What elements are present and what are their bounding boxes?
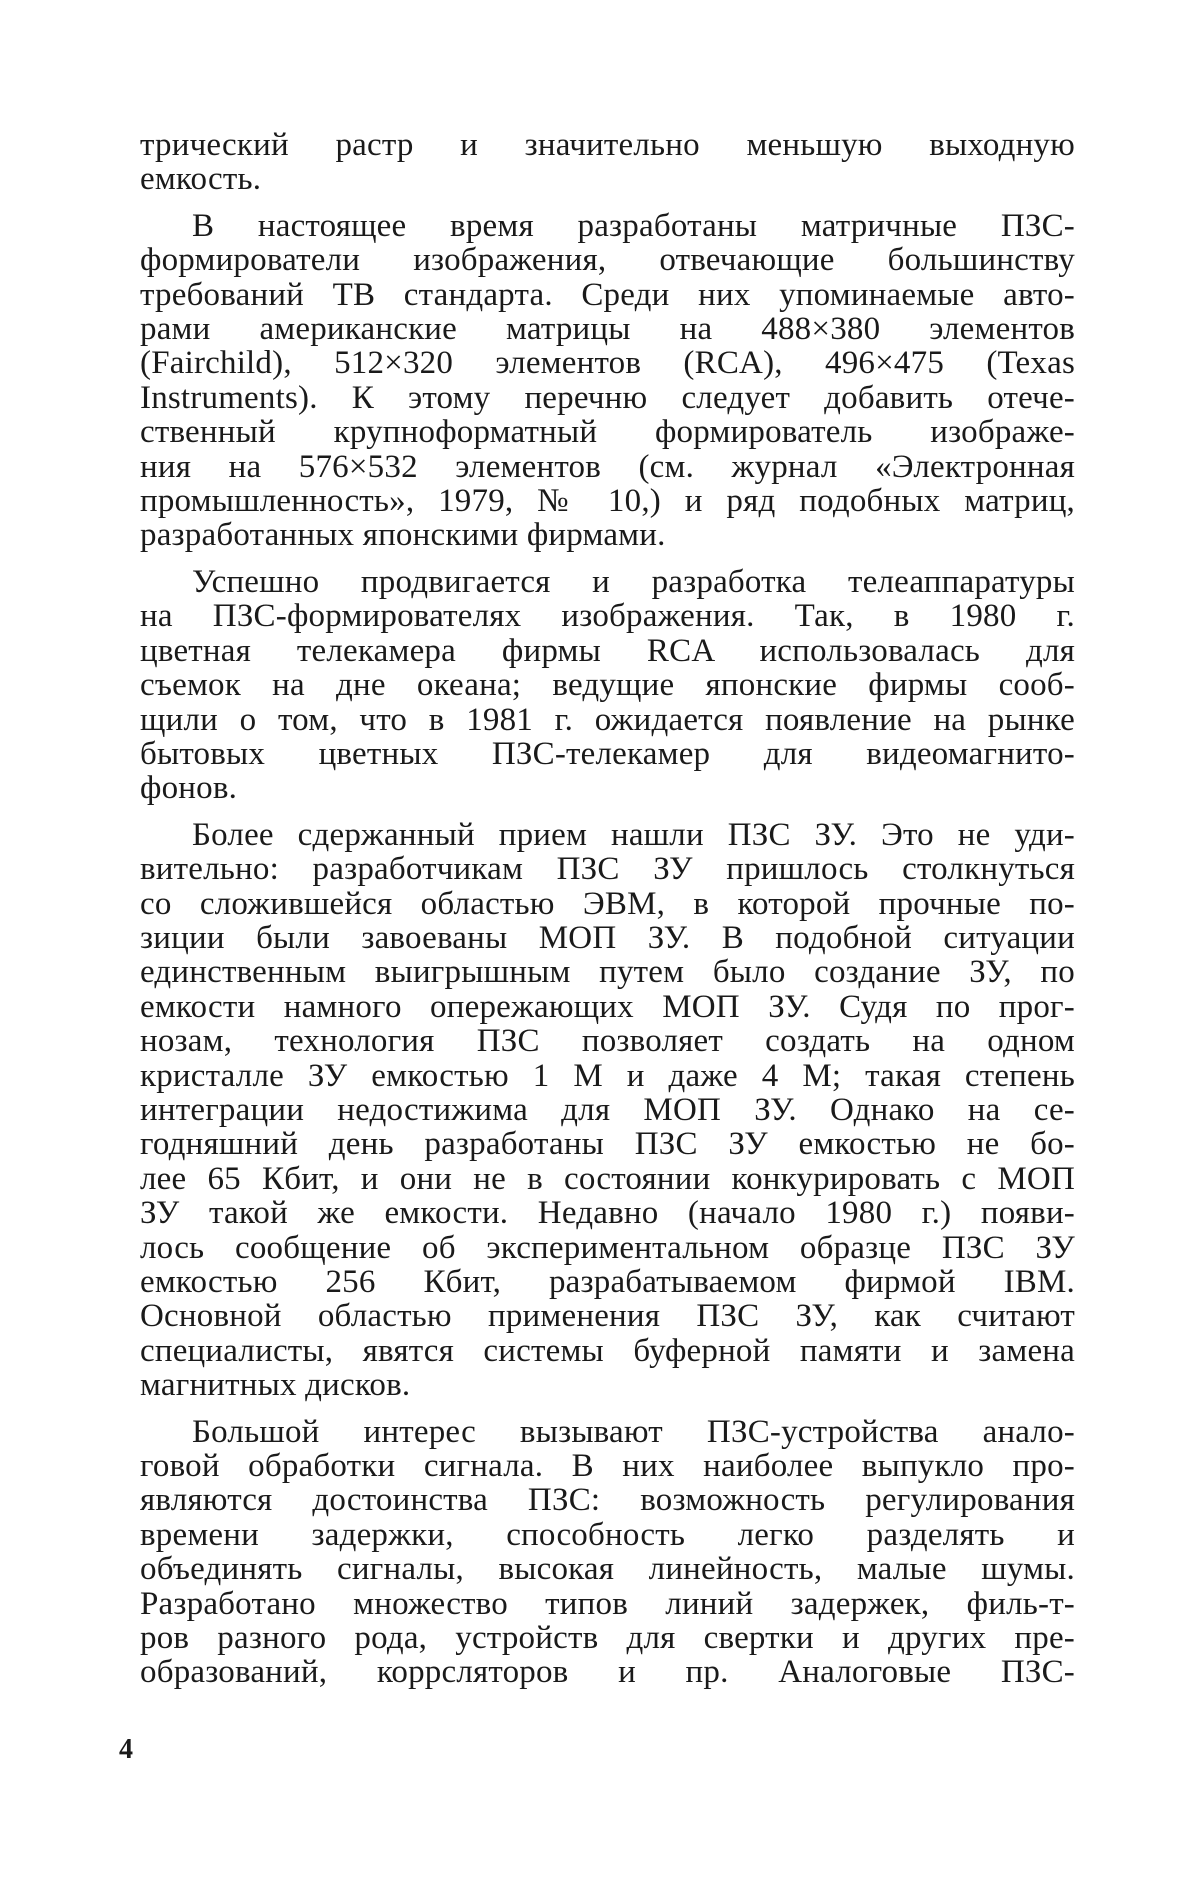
text-line: годняшний день разработаны ПЗС ЗУ емкостью не бо- [140,1126,1075,1163]
text-line: фонов. [140,770,238,807]
text-line: времени задержки, способность легко разделять и [140,1516,1075,1553]
text-line: В настоящее время разработаны матричные ПЗС- [192,207,1075,244]
text-line: магнитных дисков. [140,1367,411,1404]
text-line: емкостью 256 Кбит, разрабатываемом фирмой IBM. [140,1264,1075,1300]
paragraph-1 [140,128,1075,197]
text-line: специалисты, явятся системы буферной памяти и замена [140,1332,1075,1369]
text-line: лось сообщение об экспериментальном образце ПЗС ЗУ [140,1229,1075,1266]
text-line: со сложившейся областью ЭВМ, в которой прочные по- [140,885,1075,922]
text-line: емкости намного опережающих МОП ЗУ. Судя по прог- [140,988,1075,1025]
text-line: формирователи изображения, отвечающие большинству [140,242,1075,279]
text-line: Основной областью применения ПЗС ЗУ, как считают [140,1298,1075,1335]
text-line: ственный крупноформатный формирователь изображе- [140,414,1075,451]
text-line: щили о том, что в 1981 г. ожидается появление на рынке [140,701,1075,738]
text-line: емкость. [140,161,262,198]
text-line: кристалле ЗУ емкостью 1 М и даже 4 М; такая степень [140,1057,1075,1094]
text-line: говой обработки сигнала. В них наиболее выпукло про- [140,1448,1075,1485]
paragraph-2 [140,209,1075,553]
text-line: вительно: разработчикам ПЗС ЗУ пришлось столкнуться [140,851,1075,888]
text-line: на ПЗС-формирователях изображения. Так, в 1980 г. [140,598,1075,635]
text-line: зиции были завоеваны МОП ЗУ. В подобной ситуации [140,919,1075,956]
text-line: Большой интерес вызывают ПЗС-устройства анало- [192,1413,1075,1450]
text-line: (Fairchild), 512×320 элементов (RCA), 496×475 (Texas [140,345,1075,382]
text-line: съемок на дне океана; ведущие японские фирмы сооб- [140,667,1075,704]
text-line: образований, коррсляторов и пр. Аналоговые ПЗС- [140,1654,1075,1691]
text-line: Разработано множество типов линий задержек, филь-т- [140,1585,1075,1622]
text-line: промышленность», 1979, № 10,) и ряд подобных матриц, [140,483,1075,520]
text-line: Instruments). К этому перечню следует добавить отече- [140,379,1075,416]
text-line: разработанных японскими фирмами. [140,517,666,554]
text-line: ров разного рода, устройств для свертки и других пре- [140,1620,1075,1657]
text-line: объединять сигналы, высокая линейность, малые шумы. [140,1551,1075,1588]
page-body [140,128,1075,1702]
text-line: лее 65 Кбит, и они не в состоянии конкурировать с МОП [140,1160,1075,1197]
text-line: трический растр и значительно меньшую выходную [140,127,1075,163]
text-line: Успешно продвигается и разработка телеаппаратуры [192,563,1075,600]
text-line: являются достоинства ПЗС: возможность регулирования [140,1482,1075,1519]
text-line: ния на 576×532 элементов (см. журнал «Электронная [140,448,1075,485]
text-line: цветная телекамера фирмы RCA использовалась для [140,632,1075,669]
paragraph-4 [140,818,1075,1403]
text-line: рами американские матрицы на 488×380 элементов [140,311,1075,348]
text-line: ЗУ такой же емкости. Недавно (начало 1980 г.) появи- [140,1195,1075,1232]
text-line: интеграции недостижима для МОП ЗУ. Однако на се- [140,1091,1075,1128]
page-number: 4 [119,1734,133,1765]
text-line: Более сдержанный прием нашли ПЗС ЗУ. Это не уди- [192,816,1075,853]
paragraph-5 [140,1415,1075,1690]
text-line: нозам, технология ПЗС позволяет создать на одном [140,1023,1075,1060]
text-line: единственным выигрышным путем было создание ЗУ, по [140,954,1075,991]
text-line: бытовых цветных ПЗС-телекамер для видеомагнито- [140,735,1075,772]
paragraph-3 [140,565,1075,806]
text-line: требований ТВ стандарта. Среди них упоминаемые авто- [140,276,1075,313]
